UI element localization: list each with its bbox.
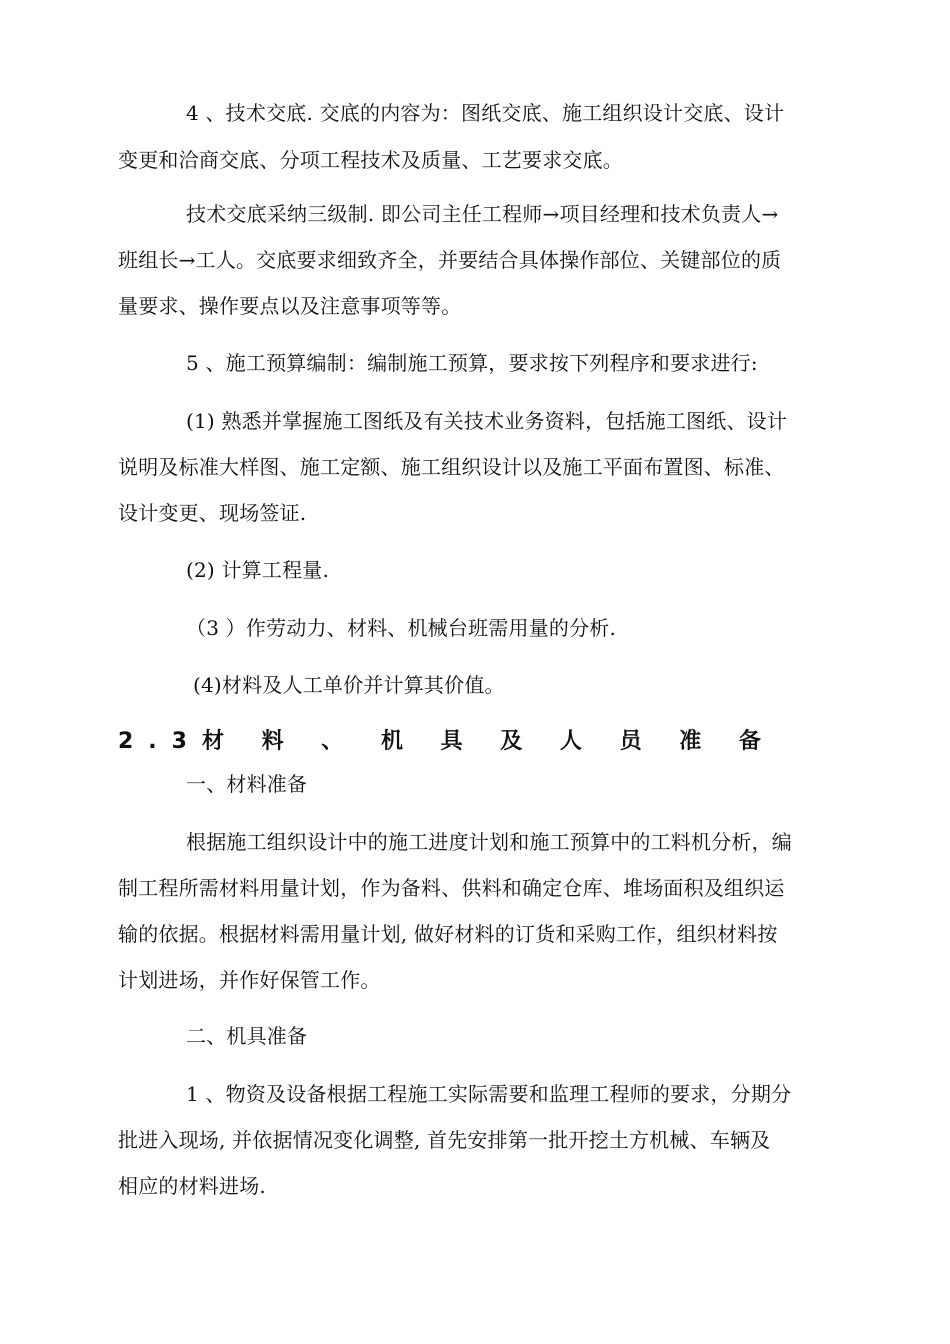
paragraph-line: 制工程所需材料用量计划，作为备料、供料和确定仓库、堆场面积及组织运 xyxy=(118,876,785,900)
paragraph-line: 设计变更、现场签证. xyxy=(118,501,307,525)
paragraph-line: (1) 熟悉并掌握施工图纸及有关技术业务资料，包括施工图纸、设计 xyxy=(186,409,788,433)
paragraph-line: 输的依据。根据材料需用量计划, 做好材料的订货和采购工作，组织材料按 xyxy=(118,922,778,946)
paragraph-line: 量要求、操作要点以及注意事项等等。 xyxy=(118,294,462,318)
paragraph-line: 技术交底采纳三级制. 即公司主任工程师→项目经理和技术负责人→ xyxy=(186,202,779,226)
paragraph-line: 相应的材料进场. xyxy=(118,1174,266,1198)
paragraph-line: 变更和洽商交底、分项工程技术及质量、工艺要求交底。 xyxy=(118,148,623,172)
subheading: 二、机具准备 xyxy=(186,1024,308,1048)
paragraph-line: (2) 计算工程量. xyxy=(186,558,330,582)
paragraph-line: （3 ）作劳动力、材料、机械台班需用量的分析. xyxy=(186,616,617,640)
paragraph-line: 5 、施工预算编制：编制施工预算，要求按下列程序和要求进行: xyxy=(186,351,758,375)
subheading: 一、材料准备 xyxy=(186,772,308,796)
paragraph-line: 根据施工组织设计中的施工进度计划和施工预算中的工料机分析，编 xyxy=(186,830,792,854)
paragraph-line: (4)材料及人工单价并计算其价值。 xyxy=(193,673,505,697)
paragraph-line: 计划进场，并作好保管工作。 xyxy=(118,968,381,992)
section-heading: 2.3材 料 、 机 具 及 人 员 准 备 xyxy=(118,729,776,754)
paragraph-line: 说明及标准大样图、施工定额、施工组织设计以及施工平面布置图、标准、 xyxy=(118,455,785,479)
paragraph-line: 班组长→工人。交底要求细致齐全，并要结合具体操作部位、关键部位的质 xyxy=(118,248,782,272)
paragraph-line: 1 、物资及设备根据工程施工实际需要和监理工程师的要求，分期分 xyxy=(186,1082,792,1106)
paragraph-line: 4 、技术交底. 交底的内容为：图纸交底、施工组织设计交底、设计 xyxy=(186,101,785,125)
paragraph-line: 批进入现场, 并依据情况变化调整, 首先安排第一批开挖土方机械、车辆及 xyxy=(118,1128,771,1152)
